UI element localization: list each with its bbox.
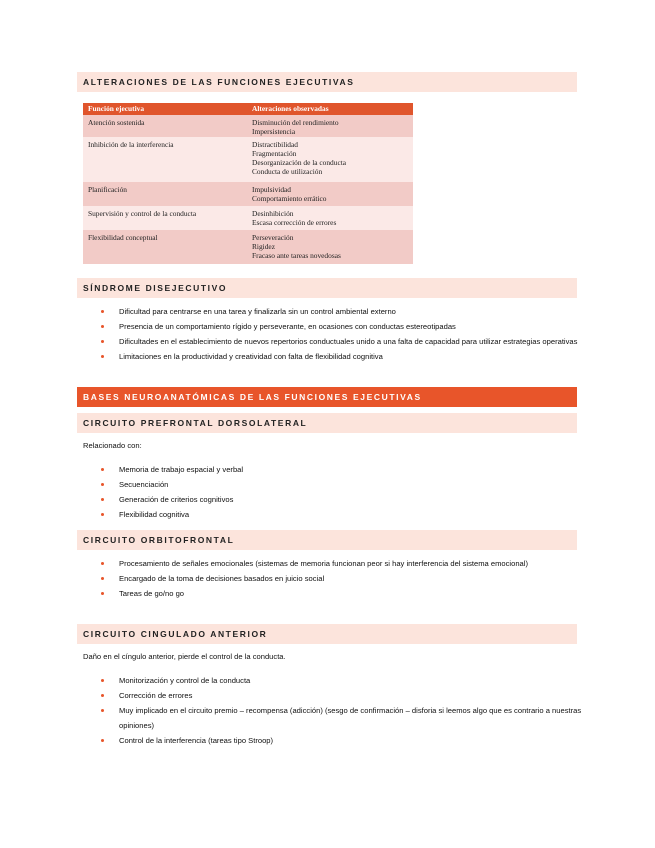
list-item: Secuenciación — [96, 477, 589, 492]
list-item: Control de la interferencia (tareas tipo Stroop) — [96, 733, 589, 748]
table-row — [83, 206, 413, 230]
alteracion-item: Distractibilidad — [252, 140, 298, 149]
table-row — [83, 230, 413, 264]
section-heading-dorsolateral: CIRCUITO PREFRONTAL DORSOLATERAL — [77, 413, 577, 433]
list-item: Flexibilidad cognitiva — [96, 507, 589, 522]
section-heading-sindrome: SÍNDROME DISEJECUTIVO — [77, 278, 577, 298]
list-item: Dificultad para centrarse en una tarea y finalizarla sin un control ambiental externo — [96, 304, 589, 319]
table-cell-funcion: Planificación — [88, 185, 127, 194]
table-cell-alteraciones — [247, 137, 413, 182]
table-row — [83, 137, 413, 182]
alteracion-item: Comportamiento errático — [252, 194, 327, 203]
section-heading-orbitofrontal: CIRCUITO ORBITOFRONTAL — [77, 530, 577, 550]
orbitofrontal-list — [96, 556, 589, 601]
dorsolateral-list — [96, 462, 589, 522]
table-row — [83, 182, 413, 206]
executive-functions-table — [83, 103, 413, 264]
list-item: Limitaciones en la productividad y creatividad con falta de flexibilidad cognitiva — [96, 349, 589, 364]
alteracion-item: Desinhibición — [252, 209, 294, 218]
alteracion-item: Impersistencia — [252, 127, 296, 136]
table-cell-alteraciones — [247, 206, 413, 230]
alteracion-item: Fracaso ante tareas novedosas — [252, 251, 341, 260]
table-cell-alteraciones — [247, 230, 413, 264]
alteracion-item: Escasa corrección de errores — [252, 218, 337, 227]
list-item: Tareas de go/no go — [96, 586, 589, 601]
dorsolateral-intro: Relacionado con: — [83, 441, 142, 450]
table-row — [83, 115, 413, 137]
cingulado-list — [96, 673, 589, 748]
cingulado-intro: Daño en el cíngulo anterior, pierde el control de la conducta. — [83, 652, 286, 661]
list-item: Generación de criterios cognitivos — [96, 492, 589, 507]
alteracion-item: Fragmentación — [252, 149, 297, 158]
table-cell-funcion: Atención sostenida — [88, 118, 145, 127]
alteracion-item: Impulsividad — [252, 185, 292, 194]
sindrome-list — [96, 304, 589, 364]
section-heading-cingulado: CIRCUITO CINGULADO ANTERIOR — [77, 624, 577, 644]
alteracion-item: Desorganización de la conducta — [252, 158, 347, 167]
alteracion-item: Conducta de utilización — [252, 167, 323, 176]
table-cell-alteraciones — [247, 115, 413, 137]
list-item: Monitorización y control de la conducta — [96, 673, 589, 688]
alteracion-item: Rigidez — [252, 242, 275, 251]
table-cell-funcion: Flexibilidad conceptual — [88, 233, 158, 242]
alteracion-item: Disminución del rendimiento — [252, 118, 339, 127]
section-heading-alteraciones: ALTERACIONES DE LAS FUNCIONES EJECUTIVAS — [77, 72, 577, 92]
table-cell-funcion: Inhibición de la interferencia — [88, 140, 174, 149]
table-header-alteraciones: Alteraciones observadas — [252, 104, 329, 113]
list-item: Encargado de la toma de decisiones basados en juicio social — [96, 571, 589, 586]
list-item: Corrección de errores — [96, 688, 589, 703]
table-header-funcion: Función ejecutiva — [88, 104, 145, 113]
list-item: Memoria de trabajo espacial y verbal — [96, 462, 589, 477]
list-item: Dificultades en el establecimiento de nuevos repertorios conductuales unido a una falta de capacidad para utilizar estrategias operativas — [96, 334, 589, 349]
table-cell-alteraciones — [247, 182, 413, 206]
list-item: Procesamiento de señales emocionales (sistemas de memoria funcionan peor si hay interferencia del sistema emocional) — [96, 556, 589, 571]
alteracion-item: Perseveración — [252, 233, 294, 242]
list-item: Presencia de un comportamiento rígido y perseverante, en ocasiones con conductas estereotipadas — [96, 319, 589, 334]
table-cell-funcion: Supervisión y control de la conducta — [88, 209, 197, 218]
table-header-row — [83, 103, 413, 115]
section-heading-bases: BASES NEUROANATÓMICAS DE LAS FUNCIONES EJECUTIVAS — [77, 387, 577, 407]
list-item: Muy implicado en el circuito premio – recompensa (adicción) (sesgo de confirmación – disforia si leemos algo que es contrario a nuestras opiniones) — [96, 703, 589, 733]
